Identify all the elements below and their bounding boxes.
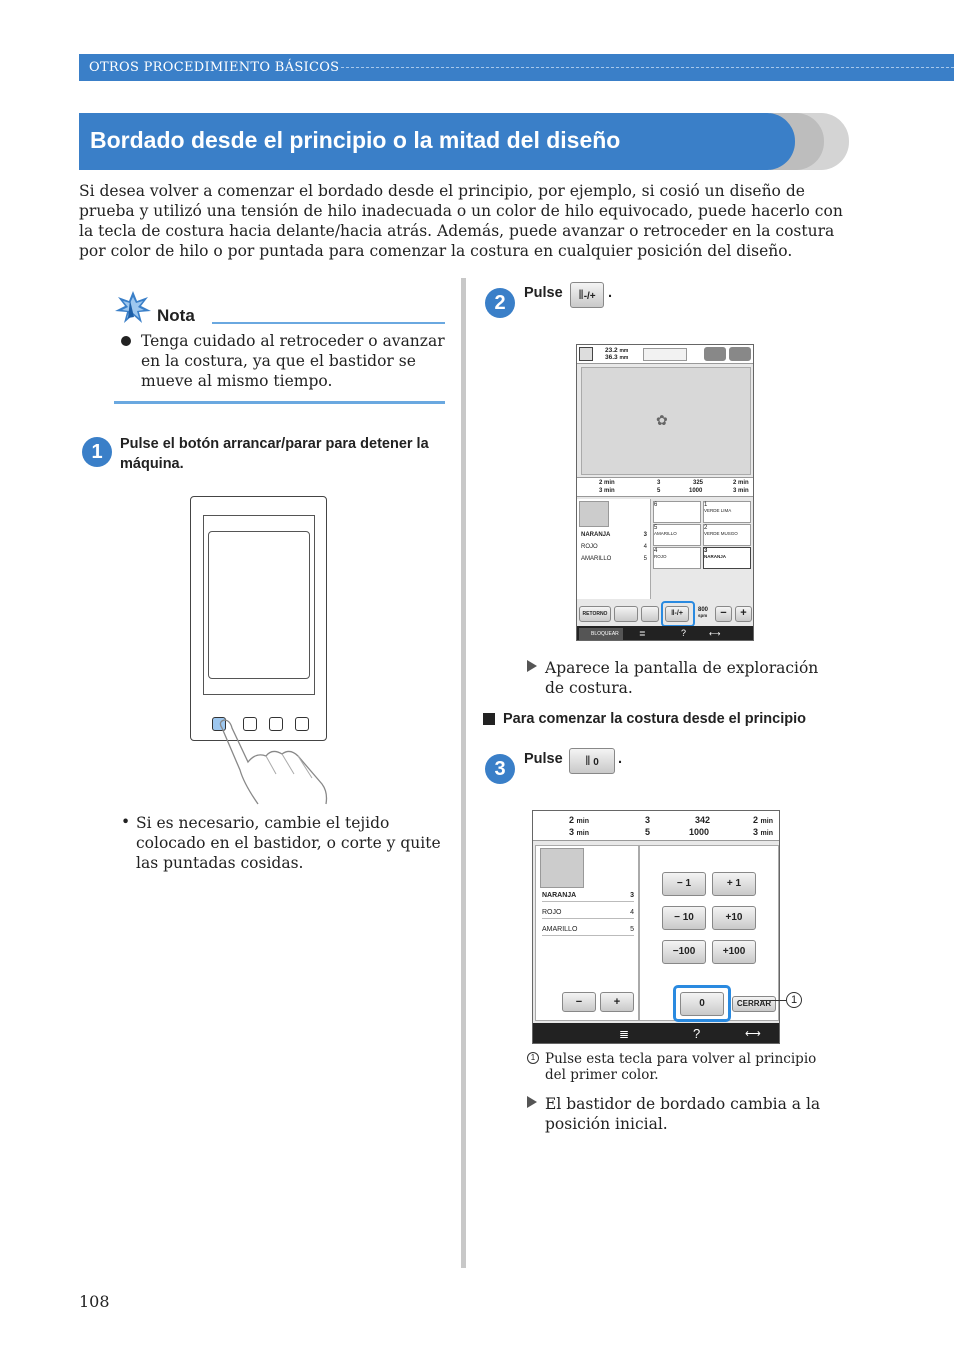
step-2-pulse: Pulse <box>524 285 563 301</box>
frame-position-key[interactable] <box>643 348 687 361</box>
stitch-plus-10-key[interactable]: +10 <box>712 906 756 930</box>
color-count-bottom: 5 <box>657 488 661 494</box>
zero-key-onscreen[interactable]: 0 <box>680 992 724 1016</box>
note-icon <box>114 290 152 324</box>
list-row-2: ROJO 4 <box>581 544 647 550</box>
note-bullet <box>121 336 131 346</box>
key-highlight <box>661 601 695 627</box>
embroidery-screen <box>576 344 754 641</box>
speed-minus-key[interactable]: − <box>715 606 732 622</box>
settings-key[interactable] <box>704 347 726 361</box>
palette-cell-2[interactable]: 1 VERDE LIMA <box>703 501 751 523</box>
zero-key[interactable]: ‖ 0 <box>569 748 615 774</box>
color-forward-key[interactable]: + <box>600 992 634 1012</box>
note-title: Nota <box>157 306 195 325</box>
callout-legend-marker: 1 <box>527 1052 539 1064</box>
header-dash-line <box>341 67 954 68</box>
thread-palette <box>653 501 753 571</box>
tension-key[interactable] <box>641 606 659 622</box>
step-1-text: Pulse el botón arrancar/parar para detener la máquina. <box>120 436 429 472</box>
time-b-top: 2 min <box>733 480 749 486</box>
dim-width: 23.2 mm <box>605 347 629 354</box>
time-a-bottom-2: 3 min <box>569 827 589 837</box>
palette-cell-6[interactable]: 3 NARANJA <box>703 547 751 569</box>
color-count-top-2: 3 <box>645 815 651 825</box>
color-order-list <box>577 499 651 599</box>
color-order-list-2 <box>535 845 639 1021</box>
step-1-number: 1 <box>82 437 112 467</box>
palette-cell-4[interactable]: 2 VERDE MUSGO <box>703 524 751 546</box>
step-2-period: . <box>608 285 613 301</box>
page-title: Bordado desde el principio o la mitad del diseño <box>90 127 621 153</box>
zero-key-label: 0 <box>593 757 599 768</box>
home-key[interactable] <box>729 347 751 361</box>
callout-marker: 1 <box>786 992 802 1008</box>
help-icon-2[interactable]: ? <box>693 1026 701 1041</box>
stitches-top-2: 342 <box>695 815 711 825</box>
dim-height: 36.3 mm <box>605 354 629 361</box>
time-b-top-2: 2 min <box>753 815 773 825</box>
pattern-center-icon: ✿ <box>656 412 668 428</box>
callout-line <box>760 1000 786 1001</box>
list-icon-2[interactable]: ≣ <box>619 1027 630 1041</box>
pattern-thumbnail <box>579 501 609 527</box>
forward-back-key-onscreen[interactable]: ‖-/+ <box>665 606 689 622</box>
callout-legend-text: Pulse esta tecla para volver al principio del primer color. <box>545 1051 817 1083</box>
note-text: Tenga cuidado al retroceder o avanzar en la costura, ya que el bastidor se mueve al mismo tiempo. <box>141 332 445 390</box>
forward-back-key-label: -/+ <box>583 291 596 302</box>
step-3-number: 3 <box>485 754 515 784</box>
time-a-top: 2 min <box>599 480 615 486</box>
step-1-note-bullet: • <box>121 813 131 831</box>
step-1-note: Si es necesario, cambie el tejido colocado en el bastidor, o corte y quite las puntadas cosidas. <box>136 814 441 872</box>
settings-icon[interactable]: ⟷ <box>709 629 721 638</box>
screen-top-bar <box>577 345 753 364</box>
step-3-result: El bastidor de bordado cambia a la posición inicial. <box>545 1095 821 1133</box>
result-arrow-icon <box>527 660 537 672</box>
cerrar-key[interactable]: CERRAR <box>732 996 776 1012</box>
color-back-key[interactable]: − <box>562 992 596 1012</box>
column-divider <box>461 278 466 1268</box>
step-2-number: 2 <box>485 288 515 318</box>
counters-bar-2 <box>533 811 779 841</box>
title-bar <box>79 113 795 170</box>
speed-readout: 800 spm <box>698 607 709 618</box>
list-row-1-2: NARANJA 3 <box>542 892 634 902</box>
stitch-minus-100-key[interactable]: −100 <box>662 940 706 964</box>
pattern-display <box>581 367 751 475</box>
step-3-period: . <box>618 751 623 767</box>
stitches-bottom: 1000 <box>689 488 703 494</box>
stitch-minus-10-key[interactable]: − 10 <box>662 906 706 930</box>
section-header-label: OTROS PROCEDIMIENTO BÁSICOS <box>89 60 340 75</box>
subheading: Para comenzar la costura desde el principio <box>503 711 806 727</box>
section-header <box>79 54 954 81</box>
retorno-key[interactable]: RETORNO <box>579 606 611 622</box>
color-count-top: 3 <box>657 480 661 486</box>
screen-footer <box>577 626 753 641</box>
page-number: 108 <box>79 1292 110 1311</box>
subheading-square-icon <box>483 713 495 725</box>
trim-key[interactable] <box>614 606 638 622</box>
result-arrow-icon-2 <box>527 1096 537 1108</box>
step-2-result: Aparece la pantalla de exploración de costura. <box>545 659 819 697</box>
stitch-key-panel <box>639 845 779 1021</box>
list-row-3-2: AMARILLO 5 <box>542 926 634 936</box>
stitch-navigation-screen <box>532 810 780 1044</box>
screen-footer-2 <box>533 1023 779 1044</box>
color-count-bottom-2: 5 <box>645 827 651 837</box>
list-row-2-2: ROJO 4 <box>542 909 634 919</box>
speed-plus-key[interactable]: + <box>735 606 752 622</box>
list-row-1: NARANJA 3 <box>581 532 647 538</box>
help-icon[interactable]: ? <box>681 628 687 638</box>
time-a-top-2: 2 min <box>569 815 589 825</box>
palette-cell-1[interactable]: 6 <box>653 501 701 523</box>
zero-key-highlight <box>673 985 731 1022</box>
spool-key[interactable] <box>615 507 643 521</box>
size-icon <box>579 347 593 361</box>
note-rule-bottom <box>114 401 445 404</box>
pointing-hand-icon <box>210 700 340 810</box>
panel-screen <box>208 531 310 679</box>
intro-paragraph: Si desea volver a comenzar el bordado desde el principio, por ejemplo, si cosió un diseño de prueba y utilizó una tensión de hilo inadecuada o un color de hilo equivocado, puede hacerlo con la tecla de costura hacia delante/hacia atrás. Además, puede avanzar o retroceder en la costura por color de hilo o por puntada para comenzar la costura en cualquier posición del diseño. <box>79 182 843 260</box>
stitch-minus-1-key[interactable]: − 1 <box>662 872 706 896</box>
forward-back-key[interactable]: ‖-/+ <box>570 282 604 308</box>
note-rule-top <box>212 322 445 324</box>
list-icon[interactable]: ≣ <box>639 629 646 638</box>
pattern-thumbnail-2 <box>540 848 584 888</box>
stitches-bottom-2: 1000 <box>689 827 710 837</box>
time-a-bottom: 3 min <box>599 488 615 494</box>
bloquear-key[interactable]: BLOQUEAR <box>579 628 623 640</box>
stitches-top: 325 <box>693 480 704 486</box>
list-row-3: AMARILLO 5 <box>581 556 647 562</box>
time-b-bottom: 3 min <box>733 488 749 494</box>
time-b-bottom-2: 3 min <box>753 827 773 837</box>
stitch-plus-1-key[interactable]: + 1 <box>712 872 756 896</box>
step-3-pulse: Pulse <box>524 751 563 767</box>
stitch-plus-100-key[interactable]: +100 <box>712 940 756 964</box>
counters-bar <box>577 477 753 497</box>
palette-cell-3[interactable]: 5 AMARILLO <box>653 524 701 546</box>
settings-icon-2[interactable]: ⟷ <box>745 1028 761 1040</box>
palette-cell-5[interactable]: 4 ROJO <box>653 547 701 569</box>
